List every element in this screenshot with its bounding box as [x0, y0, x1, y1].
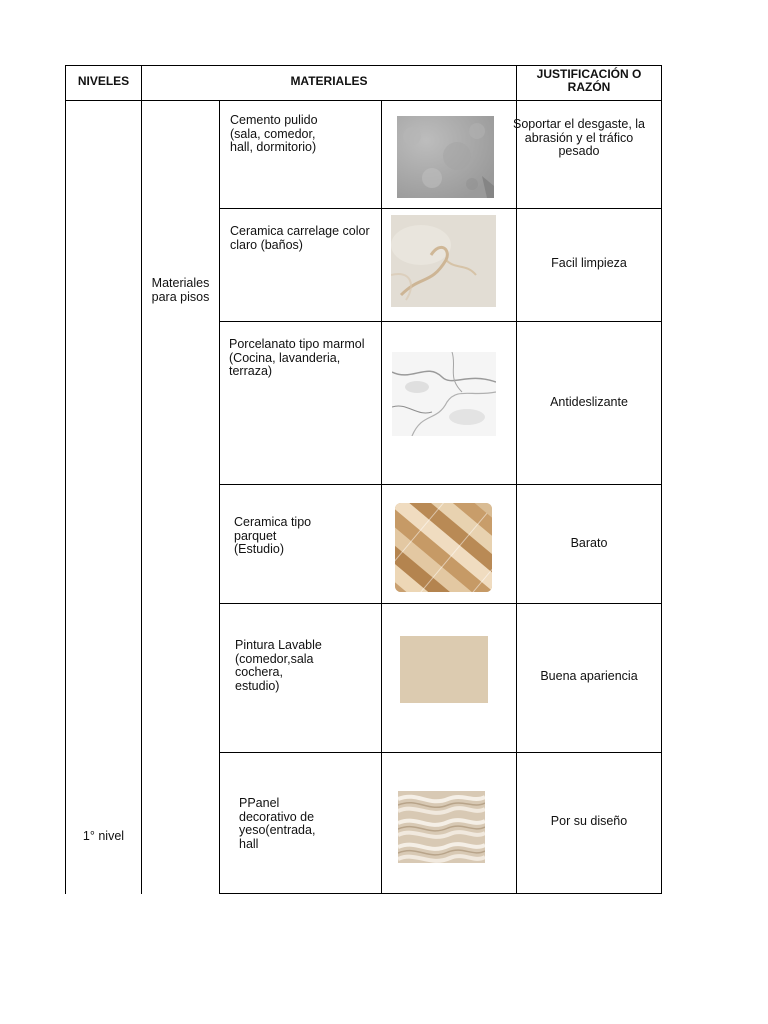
material-porcelanato-marmol: Porcelanato tipo marmol (Cocina, lavanderia, terraza) [229, 337, 365, 378]
cemento-pulido-swatch [397, 116, 494, 198]
header-materiales: MATERIALES [290, 74, 368, 88]
reason-ceramica-carrelage: Facil limpieza [551, 256, 627, 270]
level-label: 1° nivel [82, 829, 125, 843]
header-justificacion: JUSTIFICACIÓN O RAZÓN [536, 67, 642, 94]
header-niveles: NIVELES [77, 74, 130, 88]
reason-panel-yeso: Por su diseño [550, 814, 628, 828]
category-label: Materiales para pisos [151, 276, 210, 304]
reason-porcelanato-marmol: Antideslizante [550, 395, 628, 409]
reason-ceramica-parquet: Barato [570, 536, 608, 550]
material-panel-yeso: PPanel decorativo de yeso(entrada, hall [239, 796, 316, 851]
panel-yeso-swatch [398, 791, 485, 863]
ceramica-carrelage-swatch [391, 215, 496, 307]
porcelanato-marmol-swatch [392, 352, 496, 436]
material-ceramica-carrelage: Ceramica carrelage color claro (baños) [230, 224, 370, 252]
material-ceramica-parquet: Ceramica tipo parquet (Estudio) [234, 515, 312, 556]
material-pintura-lavable: Pintura Lavable (comedor,sala cochera, estudio) [235, 638, 322, 693]
material-cemento-pulido: Cemento pulido (sala, comedor, hall, dormitorio) [230, 113, 318, 154]
reason-pintura-lavable: Buena apariencia [540, 669, 638, 683]
ceramica-parquet-swatch [395, 503, 492, 592]
reason-cemento-pulido: Soportar el desgaste, la abrasión y el tráfico pesado [512, 117, 646, 158]
pintura-lavable-swatch [400, 636, 488, 703]
